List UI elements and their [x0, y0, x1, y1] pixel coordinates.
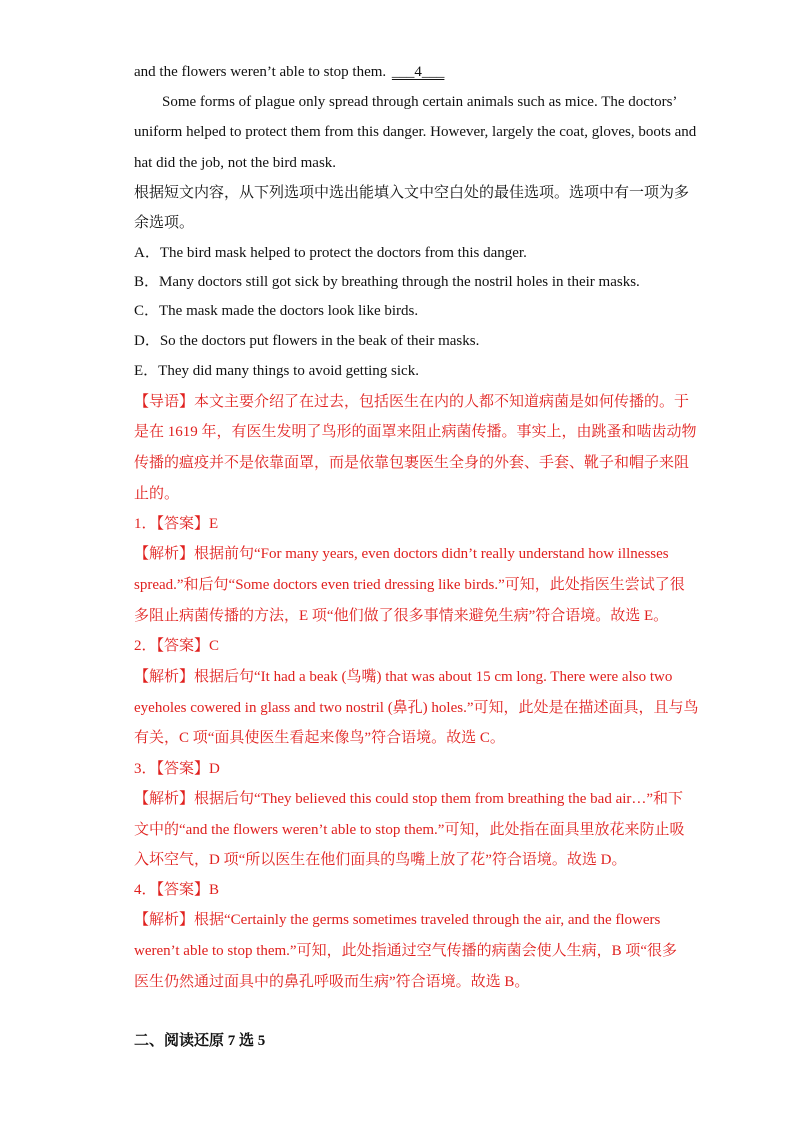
- answer-1: 1．【答案】E: [134, 516, 219, 532]
- analysis-line: 入坏空气，D 项“所以医生在他们面具的鸟嘴上放了花”符合语境。故选 D。: [134, 852, 627, 868]
- passage-line: uniform helped to protect them from this danger. However, largely the coat, gloves, boots and: [134, 124, 697, 140]
- passage-line: Some forms of plague only spread through certain animals such as mice. The doctors’: [162, 94, 678, 110]
- option-a: A．The bird mask helped to protect the doctors from this danger.: [134, 245, 527, 261]
- guide-line: 【导语】本文主要介绍了在过去，包括医生在内的人都不知道病菌是如何传播的。于: [134, 394, 690, 410]
- guide-line: 传播的瘟疫并不是依靠面罩，而是依靠包裹医生全身的外套、手套、靴子和帽子来阻: [134, 455, 690, 471]
- analysis-line: 多阻止病菌传播的方法，E 项“他们做了很多事情来避免生病”符合语境。故选 E。: [134, 608, 669, 624]
- passage-line: hat did the job, not the bird mask.: [134, 155, 337, 171]
- guide-line: 止的。: [134, 486, 180, 502]
- analysis-line: 有关，C 项“面具使医生看起来像鸟”符合语境。故选 C。: [134, 730, 505, 746]
- analysis-line: weren’t able to stop them.”可知，此处指通过空气传播的病菌会使人生病，B 项“很多: [134, 943, 678, 959]
- instruction-line: 余选项。: [134, 215, 195, 231]
- analysis-line: 医生仍然通过面具中的鼻孔呼吸而生病”符合语境。故选 B。: [134, 974, 530, 990]
- passage-line: [134, 62, 446, 82]
- analysis-line: spread.”和后句“Some doctors even tried dressing like birds.”可知，此处指医生尝试了很: [134, 577, 685, 593]
- answer-3: 3．【答案】D: [134, 761, 220, 777]
- analysis-line: 【解析】根据后句“They believed this could stop them from breathing the bad air…”和下: [134, 791, 684, 807]
- analysis-line: 【解析】根据前句“For many years, even doctors didn’t really understand how illnesses: [134, 546, 669, 562]
- instruction-line: 根据短文内容，从下列选项中选出能填入文中空白处的最佳选项。选项中有一项为多: [134, 185, 690, 201]
- passage-text: and the flowers weren’t able to stop them.: [134, 64, 387, 80]
- analysis-line: 文中的“and the flowers weren’t able to stop them.”可知，此处指在面具里放花来防止吸: [134, 822, 685, 838]
- answer-2: 2．【答案】C: [134, 638, 220, 654]
- analysis-line: 【解析】根据“Certainly the germs sometimes traveled through the air, and the flowers: [134, 912, 661, 928]
- section-heading: 二、阅读还原 7 选 5: [134, 1033, 266, 1049]
- option-b: B．Many doctors still got sick by breathing through the nostril holes in their masks.: [134, 274, 640, 290]
- blank-4: ___4___: [391, 64, 445, 80]
- guide-line: 是在 1619 年，有医生发明了鸟形的面罩来阻止病菌传播。事实上，由跳蚤和啮齿动物: [134, 424, 697, 440]
- option-d: D．So the doctors put flowers in the beak of their masks.: [134, 333, 480, 349]
- analysis-line: eyeholes cowered in glass and two nostril (鼻孔) holes.”可知，此处是在描述面具，且与鸟: [134, 700, 699, 716]
- analysis-line: 【解析】根据后句“It had a beak (鸟嘴) that was about 15 cm long. There were also two: [134, 669, 673, 685]
- answer-4: 4．【答案】B: [134, 882, 220, 898]
- option-e: E．They did many things to avoid getting sick.: [134, 363, 419, 379]
- option-c: C．The mask made the doctors look like birds.: [134, 303, 419, 319]
